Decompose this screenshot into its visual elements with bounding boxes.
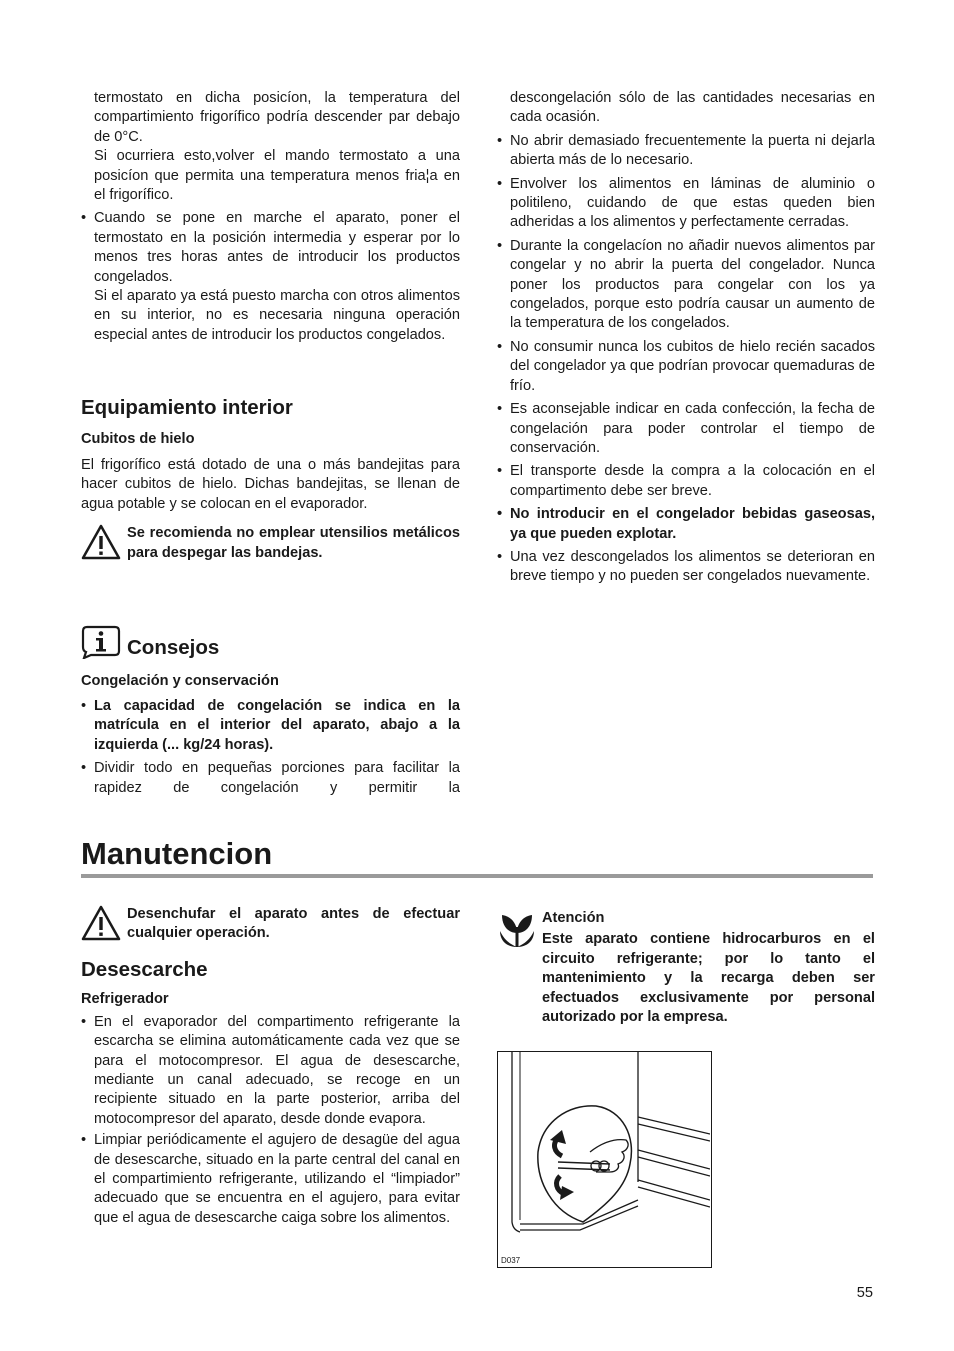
- list-item: [81, 697, 460, 755]
- attention-title: Atención: [542, 910, 605, 926]
- bullet-text: Durante la congelacíon no añadir nuevos alimentos par congelar y no abrir la puerta del congelador. Nunca poner los productos para congelar con los ya congelados, porque esto podría causar un aumento de la temperatura de los congelados.: [510, 237, 875, 332]
- attention-text: Este aparato contiene hidrocarburos en el circuito refrigerante; por lo tanto el mantenimiento y la recarga deben ser efectuados exclusivamente por personal autorizado por la empresa.: [542, 931, 875, 1026]
- consejos-heading: Consejos: [127, 636, 220, 659]
- manutencion-left: [81, 905, 460, 1232]
- list-item: [497, 237, 875, 334]
- list-item: [81, 1013, 460, 1129]
- info-icon: [81, 625, 121, 659]
- list-item: [497, 400, 875, 458]
- manutencion-title: Manutencion: [81, 836, 273, 871]
- congelacion-subheading: Congelación y conservación: [81, 673, 279, 689]
- unplug-warning: [81, 905, 460, 944]
- attention-text-block: [542, 909, 875, 1027]
- intro-paragraph-1: termostato en dicha posicíon, la temperatura del compartimiento frigorífico podría descender par debajo de 0°C.: [94, 90, 460, 145]
- section-divider: [81, 874, 873, 878]
- bullet-marker: •: [81, 210, 87, 227]
- page-number: 55: [856, 1285, 873, 1301]
- intro-block: [81, 89, 460, 205]
- cubitos-warning: [81, 524, 460, 563]
- left-top-bullets: [81, 209, 460, 345]
- bullet-marker: •: [81, 1132, 87, 1149]
- list-item: [497, 338, 875, 396]
- desescarche-heading: Desescarche: [81, 957, 208, 981]
- bullet-text: Limpiar periódicamente el agujero de desagüe del agua de desescarche, situado en la parte central del canal en el compartimiento refrigerante, utilizando el “limpiador” adecuado que se encuentra en el agujero, para evitar que el agua de desescarche caiga sobre los alimentos.: [94, 1132, 460, 1226]
- attention-notice: [497, 909, 875, 1027]
- continuation-paragraph: descongelación sólo de las cantidades necesarias en cada ocasión.: [510, 90, 875, 126]
- consejos-section: [81, 624, 460, 802]
- cubitos-paragraph: El frigorífico está dotado de una o más bandejitas para hacer cubitos de hielo. Dichas bandejitas, se llenan de agua potable y se colocan en el evaporador.: [81, 457, 460, 512]
- bullet-marker: •: [497, 132, 503, 149]
- bullet-marker: •: [81, 760, 87, 777]
- bullet-text: Una vez descongelados los alimentos se deterioran en breve tiempo y no pueden ser congelados nuevamente.: [510, 548, 875, 585]
- consejos-header: [81, 624, 460, 660]
- bullet-paragraph-1: Cuando se pone en marche el aparato, poner el termostato en la posición intermedia y esperar por lo menos tres horas antes de introducir los productos congelados.: [94, 210, 460, 285]
- bullet-text: No abrir demasiado frecuentemente la puerta ni dejarla abierta más de lo necesario.: [510, 132, 875, 169]
- cubitos-warning-text: Se recomienda no emplear utensilios metálicos para despegar las bandejas.: [127, 525, 460, 561]
- figure-label: D037: [501, 1256, 521, 1265]
- list-item: [497, 175, 875, 233]
- bullet-marker: •: [497, 237, 503, 254]
- bullet-marker: •: [497, 401, 503, 418]
- list-item: [497, 505, 875, 544]
- equipamiento-section: [81, 396, 460, 563]
- bullet-marker: •: [497, 548, 503, 565]
- bullet-marker: •: [497, 463, 503, 480]
- bullet-text: No introducir en el congelador bebidas gaseosas, ya que pueden explotar.: [510, 506, 875, 542]
- right-top-bullets: [497, 132, 875, 587]
- warning-triangle-icon: [81, 905, 121, 941]
- bullet-marker: •: [497, 506, 503, 523]
- intro-paragraph-2: Si ocurriera esto,volver el mando termostato a una posicíon que permita una temperatura menos fria¦a en el frigorífico.: [94, 148, 460, 204]
- left-column-top: [81, 89, 460, 349]
- bullet-marker: •: [497, 175, 503, 192]
- list-item: [497, 462, 875, 501]
- refrigerador-subheading: Refrigerador: [81, 990, 169, 1007]
- bullet-marker: •: [81, 1013, 87, 1030]
- bullet-text: Envolver los alimentos en láminas de aluminio o politileno, cuidando de que estas queden bien adheridas a los alimentos y perfectamente cerradas.: [510, 175, 875, 231]
- bullet-paragraph-2: Si el aparato ya está puesto marcha con otros alimentos en su interior, no es necesaria ninguna operación especial antes de introducir los productos congelados.: [94, 288, 460, 343]
- list-item: [497, 132, 875, 171]
- consejos-bullets: [81, 697, 460, 798]
- warning-triangle-icon: [81, 524, 121, 560]
- desescarche-bullets: [81, 1013, 460, 1228]
- list-item: [497, 548, 875, 587]
- bullet-text: Es aconsejable indicar en cada confección, la fecha de congelación para poder controlar el tiempo de conservación.: [510, 401, 875, 456]
- list-item: [81, 209, 460, 345]
- bullet-text: Dividir todo en pequeñas porciones para facilitar la rapidez de congelación y permitir la: [94, 760, 460, 796]
- bullet-marker: •: [497, 338, 503, 355]
- bullet-text: La capacidad de congelación se indica en la matrícula en el interior del aparato, abajo a la izquierda (... kg/24 horas).: [94, 698, 460, 753]
- list-item: [81, 1131, 460, 1228]
- list-item: [81, 759, 460, 798]
- right-column-top: [497, 89, 875, 591]
- bullet-text: En el evaporador del compartimento refrigerante la escarcha se elimina automáticamente cada vez que se para el motocompresor. El agua de desescarche, mediante un canal adecuado, se recoge en un recipiente situado en la parte posterior, arriba del motocompresor del aparato, desde donde evapora.: [94, 1013, 460, 1127]
- environment-plant-icon: [497, 909, 537, 949]
- manutencion-right: [497, 909, 875, 1027]
- cubitos-subheading: Cubitos de hielo: [81, 431, 195, 447]
- defrost-drain-illustration: [497, 1051, 712, 1268]
- bullet-text: No consumir nunca los cubitos de hielo recién sacados del congelador ya que podrían provocar quemaduras de frío.: [510, 338, 875, 394]
- bullet-text: El transporte desde la compra a la colocación en el compartimento debe ser breve.: [510, 463, 875, 499]
- fridge-interior-drawing: [498, 1052, 710, 1266]
- equipamiento-heading: Equipamiento interior: [81, 396, 293, 419]
- unplug-warning-text: Desenchufar el aparato antes de efectuar cualquier operación.: [127, 906, 460, 942]
- bullet-marker: •: [81, 698, 87, 714]
